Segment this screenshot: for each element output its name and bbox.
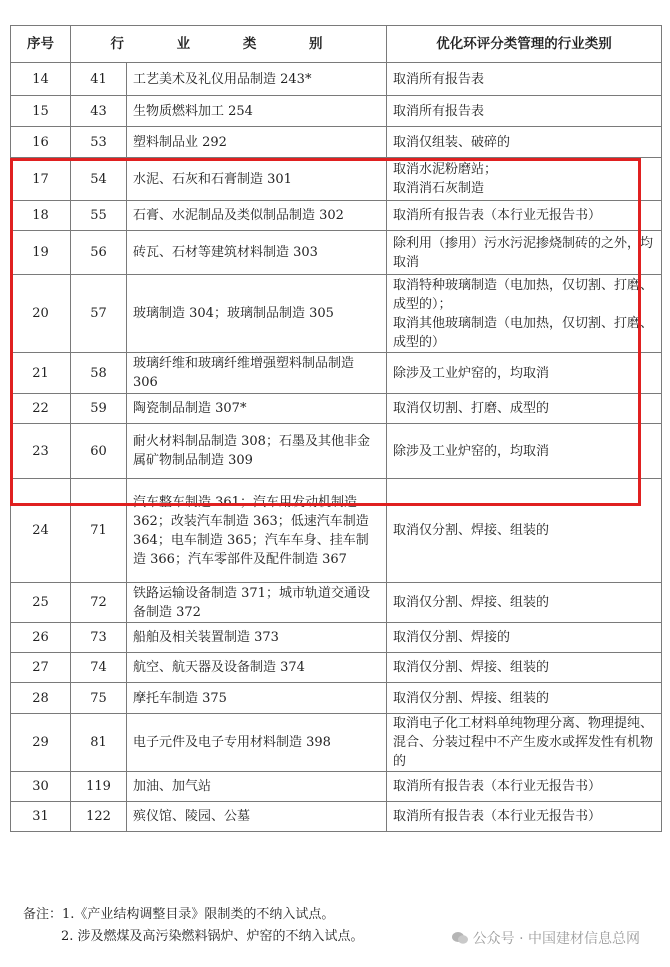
row-name: 耐火材料制品制造 308；石墨及其他非金属矿物制品制造 309 [127, 424, 387, 479]
row-seq: 16 [11, 127, 71, 158]
row-seq: 28 [11, 683, 71, 714]
row-seq: 30 [11, 772, 71, 802]
row-action: 取消仅分割、焊接、组装的 [387, 683, 662, 714]
row-action: 取消仅组装、破碎的 [387, 127, 662, 158]
notes [23, 904, 364, 948]
row-code: 41 [71, 63, 127, 96]
row-name: 加油、加气站 [127, 772, 387, 802]
industry-table [10, 25, 662, 832]
row-name: 铁路运输设备制造 371；城市轨道交通设备制造 372 [127, 583, 387, 623]
row-action: 取消电子化工材料单纯物理分离、物理提纯、混合、分装过程中不产生废水或挥发性有机物的 [387, 714, 662, 772]
row-action: 取消仅分割、焊接的 [387, 623, 662, 653]
note-line-2: 2. 涉及燃煤及高污染燃料锅炉、炉窑的不纳入试点。 [61, 929, 364, 944]
table-row [11, 231, 662, 275]
row-seq: 21 [11, 353, 71, 394]
row-code: 57 [71, 275, 127, 353]
row-code: 72 [71, 583, 127, 623]
row-action: 取消仅分割、焊接、组装的 [387, 653, 662, 683]
watermark [451, 928, 640, 948]
row-name: 陶瓷制品制造 307* [127, 394, 387, 424]
row-seq: 15 [11, 96, 71, 127]
wechat-icon [451, 931, 469, 945]
row-name: 砖瓦、石材等建筑材料制造 303 [127, 231, 387, 275]
row-seq: 17 [11, 158, 71, 201]
row-code: 56 [71, 231, 127, 275]
row-action: 取消仅分割、焊接、组装的 [387, 583, 662, 623]
table-row [11, 158, 662, 201]
row-seq: 14 [11, 63, 71, 96]
row-action: 除涉及工业炉窑的，均取消 [387, 424, 662, 479]
row-action: 除涉及工业炉窑的，均取消 [387, 353, 662, 394]
row-name: 水泥、石灰和石膏制造 301 [127, 158, 387, 201]
header-optimized: 优化环评分类管理的行业类别 [387, 26, 662, 63]
row-seq: 19 [11, 231, 71, 275]
row-code: 74 [71, 653, 127, 683]
row-action: 取消特种玻璃制造（电加热，仅切割、打磨、成型的）； 取消其他玻璃制造（电加热，仅切割、打磨、成型的） [387, 275, 662, 353]
header-seq: 序号 [11, 26, 71, 63]
table-row [11, 623, 662, 653]
row-name: 塑料制品业 292 [127, 127, 387, 158]
table-row [11, 653, 662, 683]
row-action: 取消所有报告表（本行业无报告书） [387, 201, 662, 231]
row-name: 玻璃制造 304；玻璃制品制造 305 [127, 275, 387, 353]
table-row [11, 424, 662, 479]
row-seq: 20 [11, 275, 71, 353]
row-seq: 26 [11, 623, 71, 653]
note-line-1: 备注：1.《产业结构调整目录》限制类的不纳入试点。 [23, 907, 335, 922]
table-row [11, 96, 662, 127]
row-action: 取消仅切割、打磨、成型的 [387, 394, 662, 424]
row-seq: 23 [11, 424, 71, 479]
row-name: 工艺美术及礼仪用品制造 243* [127, 63, 387, 96]
row-code: 60 [71, 424, 127, 479]
row-action: 取消所有报告表（本行业无报告书） [387, 802, 662, 832]
row-seq: 18 [11, 201, 71, 231]
row-code: 81 [71, 714, 127, 772]
row-name: 汽车整车制造 361；汽车用发动机制造 362；改装汽车制造 363；低速汽车制造 364；电车制造 365；汽车车身、挂车制造 366；汽车零部件及配件制造 367 [127, 479, 387, 583]
row-name: 航空、航天器及设备制造 374 [127, 653, 387, 683]
row-seq: 22 [11, 394, 71, 424]
row-seq: 29 [11, 714, 71, 772]
table-row [11, 802, 662, 832]
table-row [11, 479, 662, 583]
row-action: 除利用（掺用）污水污泥掺烧制砖的之外，均取消 [387, 231, 662, 275]
table-row [11, 275, 662, 353]
table-row [11, 683, 662, 714]
row-name: 殡仪馆、陵园、公墓 [127, 802, 387, 832]
table-row [11, 63, 662, 96]
table-row [11, 394, 662, 424]
row-code: 122 [71, 802, 127, 832]
row-action: 取消水泥粉磨站； 取消消石灰制造 [387, 158, 662, 201]
row-action: 取消所有报告表 [387, 96, 662, 127]
table-row [11, 353, 662, 394]
row-seq: 27 [11, 653, 71, 683]
table-row [11, 714, 662, 772]
row-code: 119 [71, 772, 127, 802]
row-name: 玻璃纤维和玻璃纤维增强塑料制品制造 306 [127, 353, 387, 394]
table-row [11, 201, 662, 231]
row-action: 取消仅分割、焊接、组装的 [387, 479, 662, 583]
row-seq: 24 [11, 479, 71, 583]
row-code: 71 [71, 479, 127, 583]
table-header-row [11, 26, 662, 63]
row-code: 75 [71, 683, 127, 714]
row-seq: 31 [11, 802, 71, 832]
row-code: 59 [71, 394, 127, 424]
watermark-text: 公众号 · 中国建材信息总网 [472, 931, 640, 947]
row-code: 73 [71, 623, 127, 653]
row-code: 58 [71, 353, 127, 394]
header-category: 行 业 类 别 [71, 26, 387, 63]
row-name: 石膏、水泥制品及类似制品制造 302 [127, 201, 387, 231]
row-name: 电子元件及电子专用材料制造 398 [127, 714, 387, 772]
row-action: 取消所有报告表 [387, 63, 662, 96]
row-name: 生物质燃料加工 254 [127, 96, 387, 127]
row-seq: 25 [11, 583, 71, 623]
row-code: 43 [71, 96, 127, 127]
table-row [11, 772, 662, 802]
row-code: 55 [71, 201, 127, 231]
table-row [11, 583, 662, 623]
row-action: 取消所有报告表（本行业无报告书） [387, 772, 662, 802]
row-code: 54 [71, 158, 127, 201]
row-name: 摩托车制造 375 [127, 683, 387, 714]
table-row [11, 127, 662, 158]
row-code: 53 [71, 127, 127, 158]
row-name: 船舶及相关装置制造 373 [127, 623, 387, 653]
